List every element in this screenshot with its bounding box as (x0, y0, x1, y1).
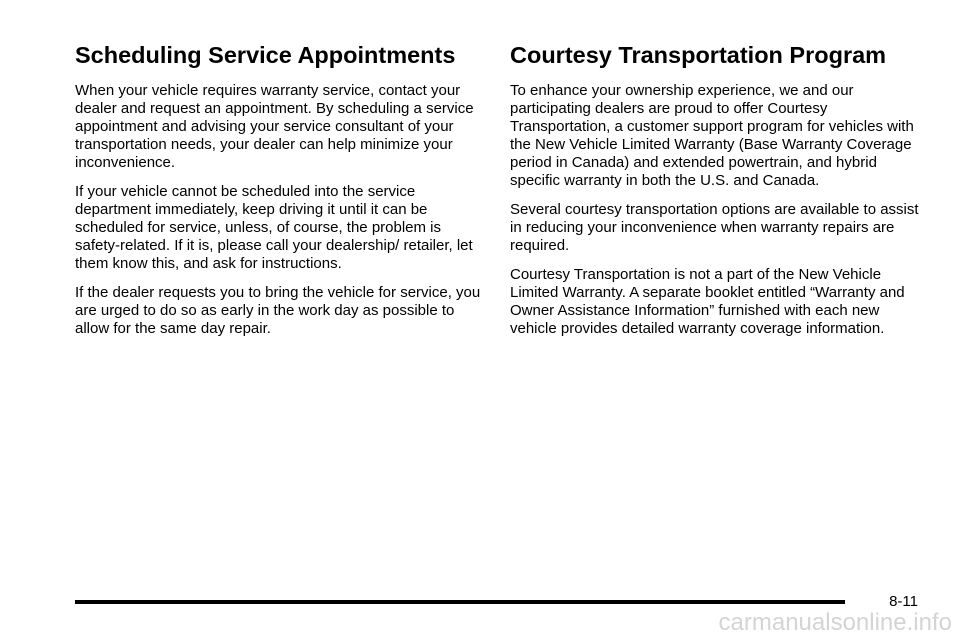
section-heading-courtesy-transportation: Courtesy Transportation Program (510, 42, 887, 68)
paragraph: To enhance your ownership experience, we and our participating dealers are proud to offer Courtesy Transportation, a customer support program for vehicles with the New Vehicle Limited Warranty (Base Warranty Coverage period in Canada) and extended powertrain, and hybrid specific warranty in both the U.S. and Canada. (510, 82, 914, 189)
right-column (510, 40, 920, 349)
paragraph: Courtesy Transportation is not a part of the New Vehicle Limited Warranty. A separate booklet entitled “Warranty and Owner Assistance Information” furnished with each new vehicle provides detailed warranty coverage information. (510, 266, 905, 337)
paragraph: Several courtesy transportation options are available to assist in reducing your inconvenience when warranty repairs are required. (510, 201, 919, 254)
paragraph: If your vehicle cannot be scheduled into the service department immediately, keep driving it until it can be scheduled for service, unless, of course, the problem is safety-related. If it is, please call your dealership/ retailer, let them know this, and ask for instructions. (75, 183, 473, 272)
paragraph: If the dealer requests you to bring the vehicle for service, you are urged to do so as early in the work day as possible to allow for the same day repair. (75, 284, 481, 337)
page-number: 8-11 (889, 593, 918, 610)
section-heading-scheduling: Scheduling Service Appointments (75, 42, 456, 68)
footer-divider (75, 600, 845, 604)
watermark: carmanualsonline.info (718, 609, 952, 636)
paragraph: When your vehicle requires warranty service, contact your dealer and request an appointment. By scheduling a service appointment and advising your service consultant of your transportation needs, your dealer can help minimize your inconvenience. (75, 82, 474, 171)
left-column (75, 40, 485, 349)
